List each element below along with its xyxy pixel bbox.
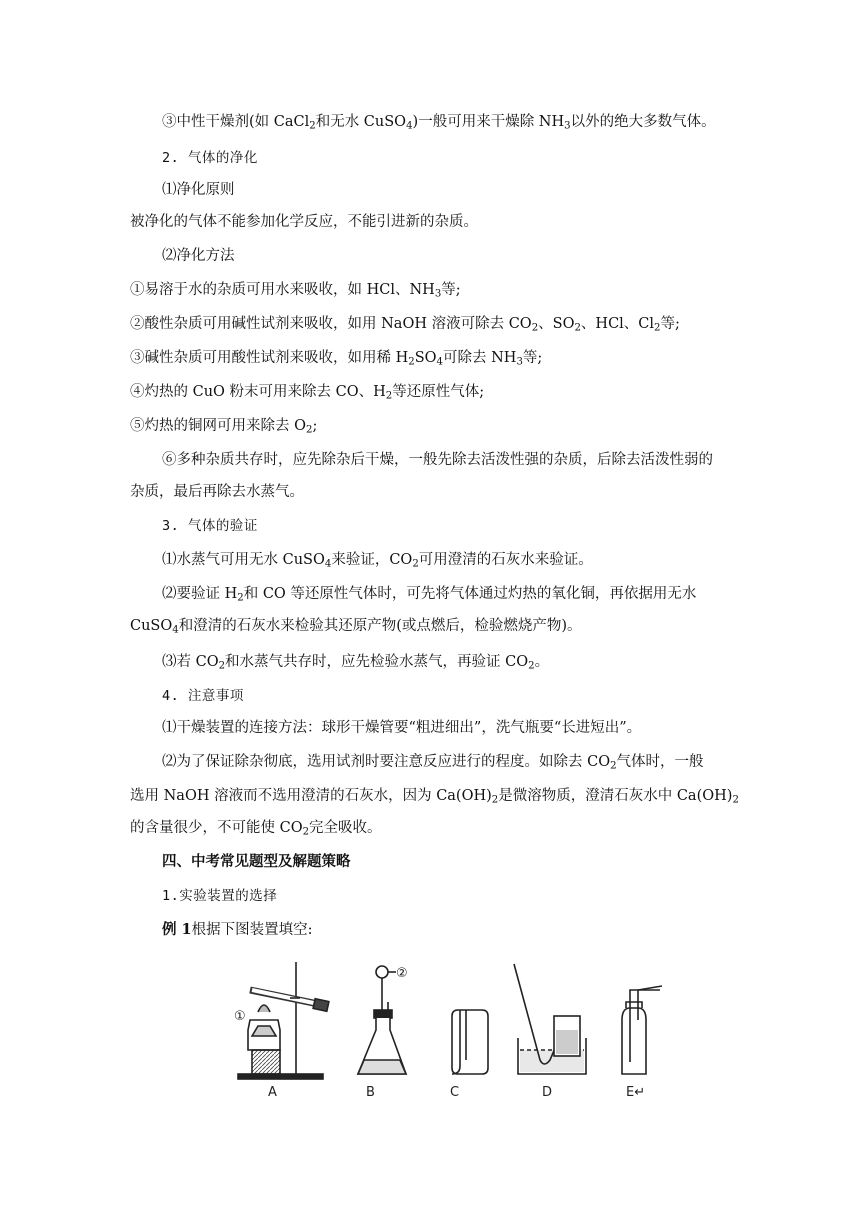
text-line: ⑴干燥装置的连接方法：球形干燥管要“粗进细出”，洗气瓶要“长进短出”。 (162, 720, 642, 736)
apparatus-e (622, 986, 662, 1074)
text-line: ⑵为了保证除杂彻底，选用试剂时要注意反应进行的程度。如除去 $CO_2$气体时，一般 (162, 754, 704, 772)
text-line: ④灼热的 CuO 粉末可用来除去 CO、$H_2$等还原性气体; (130, 384, 485, 402)
apparatus-d (514, 964, 586, 1074)
apparatus-a (238, 962, 329, 1079)
example-label: 例 1 (162, 921, 192, 938)
text-line: 的含量很少，不可能使 $CO_2$完全吸收。 (130, 820, 382, 838)
text-line: 选用 NaOH 溶液而不选用澄清的石灰水，因为 $Ca(OH)_2$是微溶物质，澄清石灰水中 $Ca(OH)_2$ (130, 788, 739, 806)
example-line: 例 1根据下图装置填空: (162, 921, 313, 938)
text-line: 被净化的气体不能参加化学反应，不能引进新的杂质。 (130, 214, 478, 230)
marker-2: ② (396, 966, 408, 981)
text-line: ③中性干燥剂(如 CaCl$_2$和无水 CuSO$_4$)一般可用来干燥除 $NH_3$以外的绝大多数气体。 (162, 114, 716, 132)
marker-1: ① (234, 1009, 246, 1024)
section-heading: 4. 注意事项 (162, 688, 244, 704)
subsection-heading: ⑴净化原则 (162, 182, 235, 198)
section-heading: 3. 气体的验证 (162, 518, 258, 534)
apparatus-figure (230, 950, 690, 1100)
apparatus-c (452, 1010, 488, 1074)
label-a: A (268, 1085, 277, 1100)
text-line: ⑴水蒸气可用无水 CuSO$_4$来验证，$CO_2$可用澄清的石灰水来验证。 (162, 552, 593, 570)
label-c: C (450, 1085, 460, 1100)
label-d: D (542, 1085, 553, 1100)
section-heading: 2. 气体的净化 (162, 150, 258, 166)
label-b: B (366, 1085, 375, 1100)
section-heading: 1.实验装置的选择 (162, 888, 278, 904)
text-line: ②酸性杂质可用碱性试剂来吸收，如用 NaOH 溶液可除去 $CO_2$、$SO_2$、HCl、$Cl_2$等; (130, 316, 680, 334)
text-line: CuSO$_4$和澄清的石灰水来检验其还原产物(或点燃后，检验燃烧产物)。 (130, 618, 582, 636)
label-e: E↵ (626, 1085, 646, 1100)
text-line: ③碱性杂质可用酸性试剂来吸收，如用稀 $H_2SO_4$可除去 $NH_3$等; (130, 350, 543, 368)
text-line: ⑥多种杂质共存时，应先除杂后干燥，一般先除去活泼性强的杂质，后除去活泼性弱的 (162, 452, 713, 468)
text-line: ⑤灼热的铜网可用来除去 $O_2$; (130, 418, 318, 436)
apparatus-b (358, 966, 406, 1074)
text-line: ⑵要验证 $H_2$和 CO 等还原性气体时，可先将气体通过灼热的氧化铜，再依据用无水 (162, 586, 697, 604)
text-line: 杂质，最后再除去水蒸气。 (130, 484, 304, 500)
text-line: ①易溶于水的杂质可用水来吸收，如 HCl、$NH_3$等; (130, 282, 461, 300)
section-heading: 四、中考常见题型及解题策略 (162, 853, 351, 870)
text-line: ⑶若 $CO_2$和水蒸气共存时，应先检验水蒸气，再验证 $CO_2$。 (162, 654, 550, 672)
subsection-heading: ⑵净化方法 (162, 248, 235, 264)
